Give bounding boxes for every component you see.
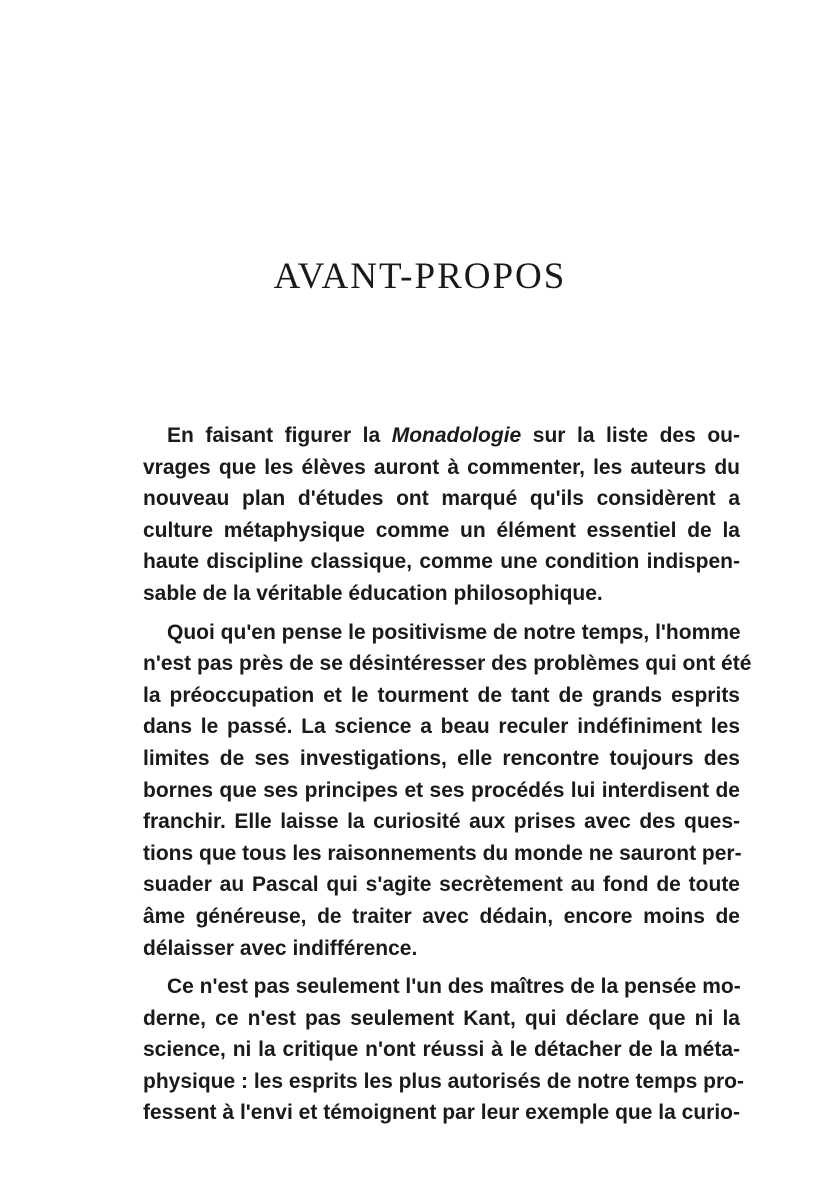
text-line: franchir. Elle laisse la curiosité aux prises avec des ques- — [143, 810, 740, 834]
text-line: tions que tous les raisonnements du monde ne sauront per- — [143, 841, 742, 865]
text-line: n'est pas près de se désintéresser des problèmes qui ont été — [143, 652, 752, 676]
text-segment: sur la liste des ou- — [521, 424, 740, 447]
text-line: âme généreuse, de traiter avec dédain, encore moins de — [143, 904, 740, 928]
text-line: Quoi qu'en pense le positivisme de notre temps, l'homme — [167, 620, 741, 644]
text-line: délaisser avec indifférence. — [143, 936, 418, 960]
paragraph-2 — [143, 617, 752, 965]
paragraph-1 — [143, 420, 740, 610]
text-line: bornes que ses principes et ses procédés lui interdisent de — [143, 778, 740, 802]
text-line: science, ni la critique n'ont réussi à le détacher de la méta- — [143, 1038, 740, 1062]
text-line: suader au Pascal qui s'agite secrètement au fond de toute — [143, 873, 740, 897]
text-segment: En faisant figurer la — [167, 424, 392, 447]
text-line: physique : les esprits les plus autorisés de notre temps pro- — [143, 1069, 744, 1093]
text-line: haute discipline classique, comme une condition indispen- — [143, 550, 740, 574]
text-line: la préoccupation et le tourment de tant de grands esprits — [143, 683, 740, 707]
text-line: limites de ses investigations, elle rencontre toujours des — [143, 746, 740, 770]
page-title: AVANT-PROPOS — [273, 256, 567, 297]
paragraph-3 — [143, 971, 744, 1129]
text-line: dans le passé. La science a beau reculer indéfiniment les — [143, 715, 740, 739]
text-line: fessent à l'envi et témoignent par leur exemple que la curio- — [143, 1101, 740, 1125]
text-line: vrages que les élèves auront à commenter, les auteurs du — [143, 455, 740, 479]
text-line — [143, 420, 740, 452]
text-line: nouveau plan d'études ont marqué qu'ils considèrent a — [143, 487, 740, 511]
emphasized-title: Monadologie — [391, 424, 522, 447]
text-line: derne, ce n'est pas seulement Kant, qui déclare que ni la — [143, 1006, 740, 1030]
text-line: Ce n'est pas seulement l'un des maîtres de la pensée mo- — [167, 975, 741, 999]
body-text — [143, 420, 752, 1136]
text-line: sable de la véritable éducation philosophique. — [143, 581, 603, 605]
text-line: culture métaphysique comme un élément essentiel de la — [143, 518, 740, 542]
